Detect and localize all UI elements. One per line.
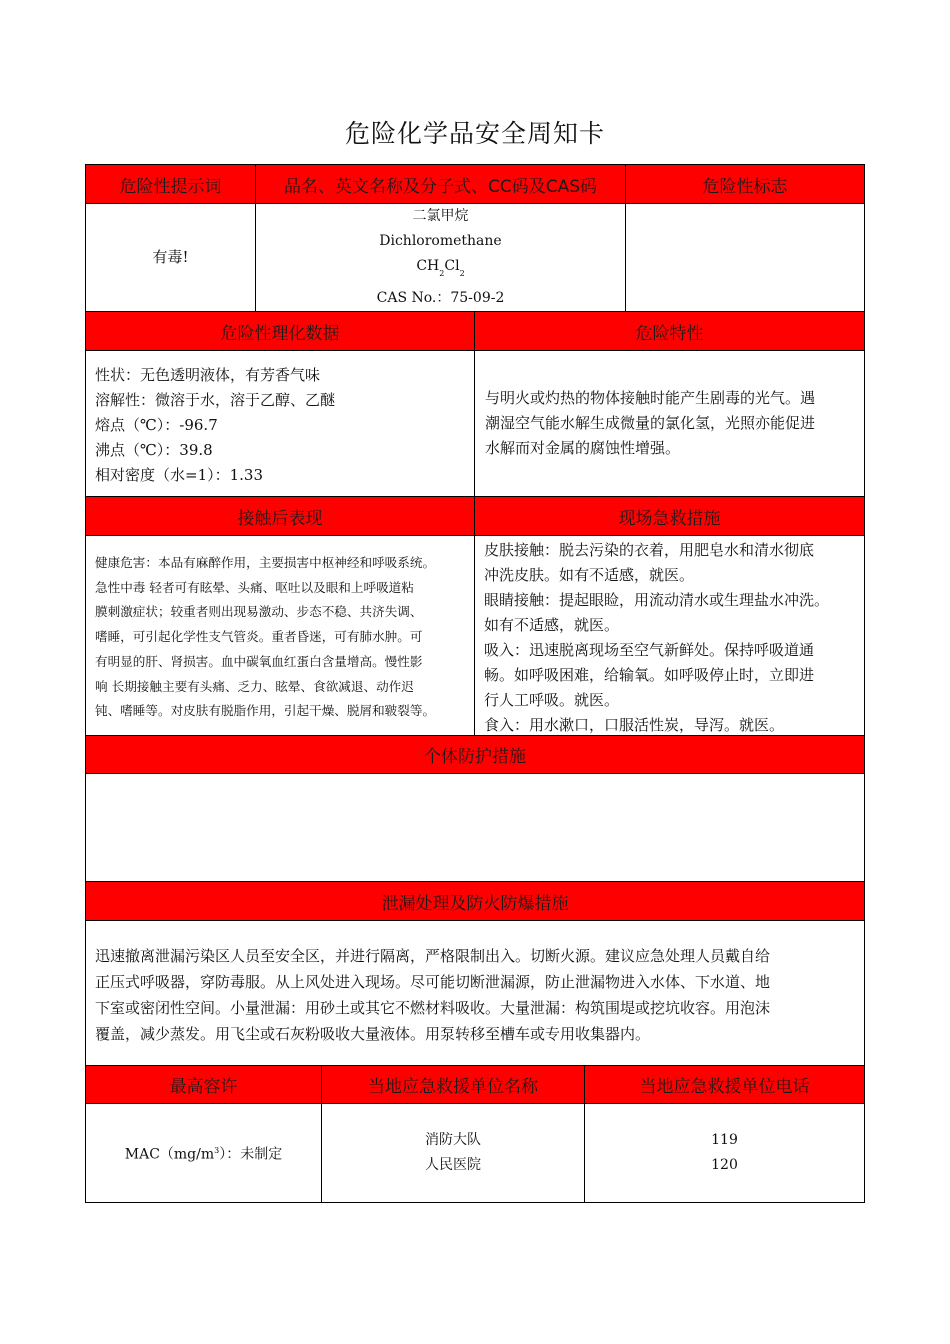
header-physchem: 危险性理化数据 [85, 311, 475, 351]
physchem-line: 性状：无色透明液体，有芳香气味 [95, 366, 321, 384]
unit-name: 人民医院 [425, 1157, 481, 1173]
symptoms-line: 有明显的肝、肾损害。血中碳氧血红蛋白含量增高。慢性影 [95, 653, 423, 669]
physchem-cell [85, 350, 475, 497]
first-aid-line: 行人工呼吸。就医。 [484, 691, 620, 709]
hazard-props-cell [474, 350, 865, 497]
cas-number: CAS No.：75-09-2 [376, 290, 505, 306]
hazard-word: 有毒! [152, 248, 189, 266]
hazard-props-line: 潮湿空气能水解生成微量的氯化氢，光照亦能促进 [485, 414, 816, 432]
symptoms-line: 膜刺激症状；较重者则出现易激动、步态不稳、共济失调、 [95, 604, 423, 620]
first-aid-line: 皮肤接触：脱去污染的衣着，用肥皂水和清水彻底 [484, 541, 815, 559]
header-first-aid: 现场急救措施 [474, 496, 865, 536]
header-hazard-mark: 危险性标志 [625, 164, 865, 204]
first-aid-cell [474, 535, 865, 736]
leak-line: 正压式呼吸器，穿防毒服。从上风处进入现场。尽可能切断泄漏源，防止泄漏物进入水体、下水道、地 [95, 973, 771, 991]
max-limit-cell [85, 1103, 322, 1203]
header-unit-phone: 当地应急救援单位电话 [584, 1065, 865, 1104]
symptoms-cell [85, 535, 475, 736]
leak-line: 覆盖，减少蒸发。用飞尘或石灰粉吸收大量液体。用泵转移至槽车或专用收集器内。 [95, 1025, 651, 1043]
chemical-name-en: Dichloromethane [379, 233, 502, 249]
first-aid-line: 畅。如呼吸困难，给输氧。如呼吸停止时，立即进 [484, 666, 815, 684]
header-unit-name: 当地应急救援单位名称 [321, 1065, 585, 1104]
physchem-line: 相对密度（水=1）：1.33 [95, 466, 264, 484]
header-ppe: 个体防护措施 [85, 735, 865, 774]
molecular-formula: $CH_2Cl_2$ [416, 258, 465, 278]
first-aid-line: 如有不适感，就医。 [484, 616, 620, 634]
unit-phone-cell [584, 1103, 865, 1203]
symptoms-line: 嗜睡，可引起化学性支气管炎。重者昏迷，可有肺水肿。可 [95, 629, 423, 645]
symptoms-line: 钝、嗜睡等。对皮肤有脱脂作用，引起干燥、脱屑和皲裂等。 [95, 703, 436, 719]
header-max-limit: 最高容许 [85, 1065, 322, 1104]
unit-phone: 120 [711, 1157, 738, 1173]
first-aid-line: 眼睛接触：提起眼睑，用流动清水或生理盐水冲洗。 [484, 591, 830, 609]
leak-cell [85, 920, 865, 1066]
symptoms-line: 健康危害：本品有麻醉作用，主要损害中枢神经和呼吸系统。 [95, 555, 436, 570]
hazard-word-cell [85, 203, 256, 312]
header-hazard-props: 危险特性 [474, 311, 865, 351]
hazard-mark-cell [625, 203, 865, 312]
first-aid-line: 吸入：迅速脱离现场至空气新鲜处。保持呼吸道通 [484, 641, 815, 659]
mac-value: $MAC(mg/m^3)$：未制定 [124, 1146, 283, 1163]
ppe-cell [85, 773, 865, 882]
unit-name-cell [321, 1103, 585, 1203]
header-name-info: 品名、英文名称及分子式、CC码及CAS码 [255, 164, 626, 204]
physchem-line: 溶解性：微溶于水，溶于乙醇、乙醚 [95, 391, 336, 409]
leak-line: 下室或密闭性空间。小量泄漏：用砂土或其它不燃材料吸收。大量泄漏：构筑围堤或挖坑收容。用泡沫 [95, 999, 771, 1017]
first-aid-line: 冲洗皮肤。如有不适感，就医。 [484, 566, 695, 584]
physchem-line: 熔点（℃）：-96.7 [95, 416, 218, 434]
unit-name: 消防大队 [425, 1132, 481, 1148]
header-leak: 泄漏处理及防火防爆措施 [85, 881, 865, 921]
symptoms-line: 急性中毒 轻者可有眩晕、头痛、呕吐以及眼和上呼吸道粘 [95, 579, 414, 595]
unit-phone: 119 [711, 1132, 738, 1148]
chemical-name-cn: 二氯甲烷 [412, 208, 469, 224]
first-aid-line: 食入：用水漱口，口服活性炭，导泻。就医。 [484, 716, 785, 734]
physchem-line: 沸点（℃）：39.8 [95, 441, 213, 459]
header-hazard-word: 危险性提示词 [85, 164, 256, 204]
leak-line: 迅速撤离泄漏污染区人员至安全区，并进行隔离，严格限制出入。切断火源。建议应急处理人员戴自给 [95, 947, 771, 965]
symptoms-line: 响 长期接触主要有头痛、乏力、眩晕、食欲减退、动作迟 [95, 678, 414, 694]
hazard-props-line: 与明火或灼热的物体接触时能产生剧毒的光气。遇 [485, 389, 816, 407]
page-title: 危险化学品安全周知卡 [344, 119, 605, 148]
name-info-cell [255, 203, 626, 312]
header-symptoms: 接触后表现 [85, 496, 475, 536]
hazard-props-line: 水解而对金属的腐蚀性增强。 [485, 439, 681, 457]
